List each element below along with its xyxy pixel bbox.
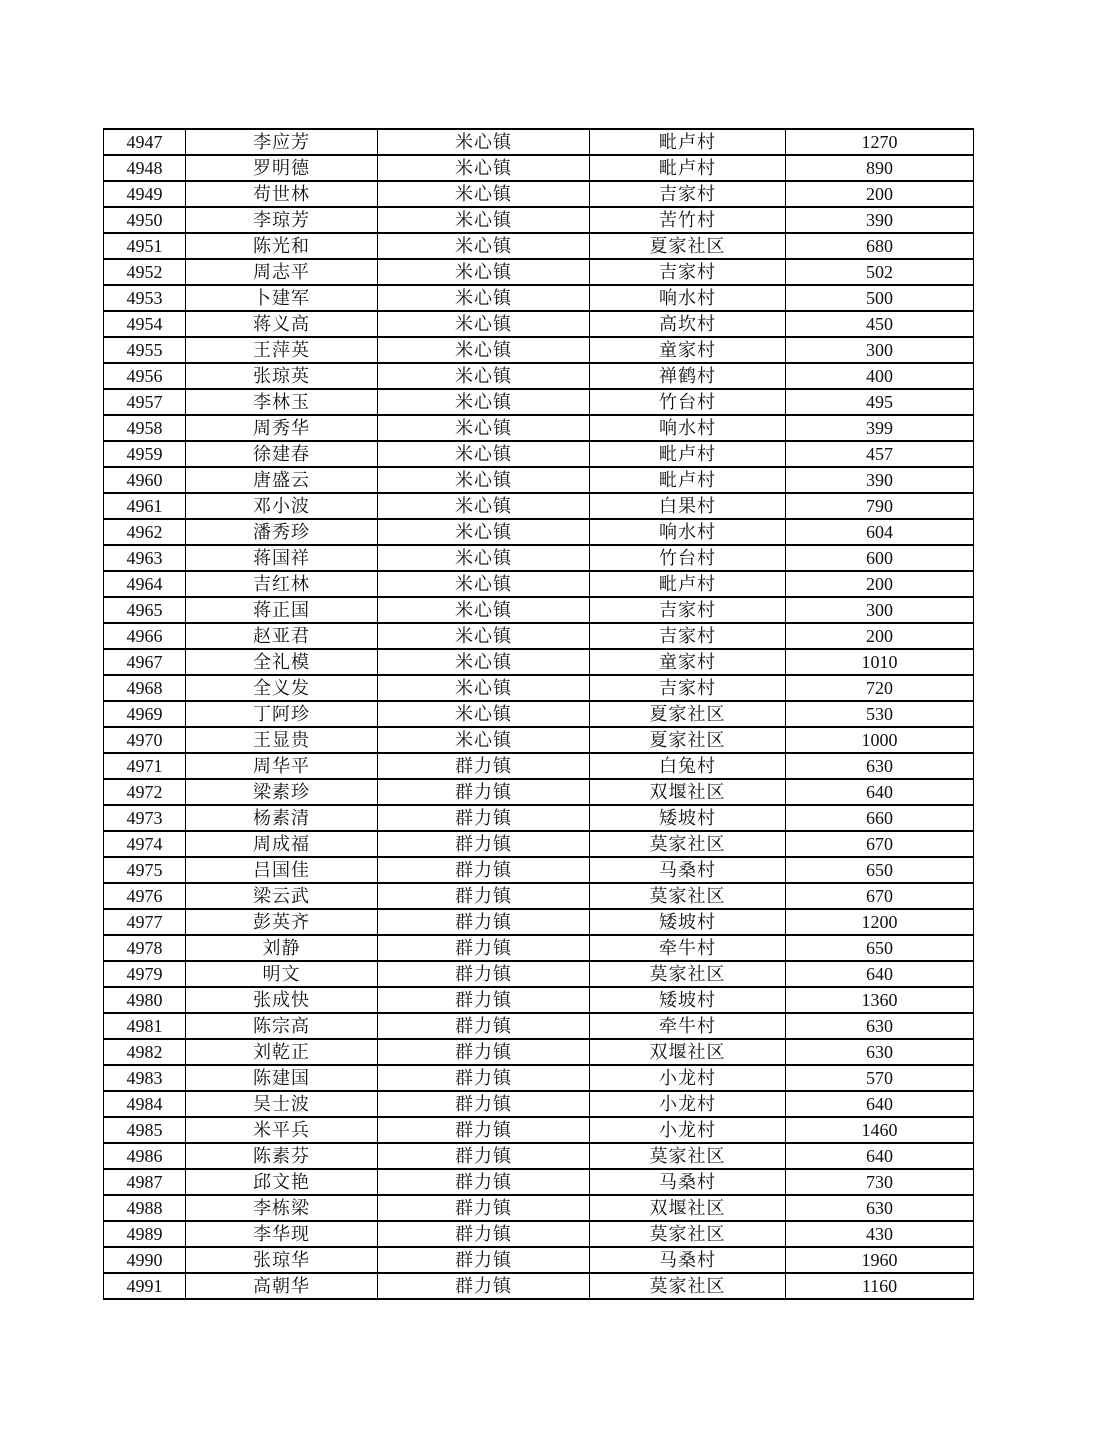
table-row bbox=[104, 467, 974, 493]
table-row bbox=[104, 1169, 974, 1195]
cell-village: 高坎村 bbox=[590, 311, 786, 337]
table-row bbox=[104, 285, 974, 311]
cell-village: 响水村 bbox=[590, 519, 786, 545]
cell-amount: 300 bbox=[786, 337, 974, 363]
cell-name: 周成福 bbox=[186, 831, 378, 857]
table-row bbox=[104, 233, 974, 259]
cell-name: 卜建军 bbox=[186, 285, 378, 311]
cell-name: 高朝华 bbox=[186, 1273, 378, 1299]
cell-town: 群力镇 bbox=[378, 1195, 590, 1221]
cell-name: 徐建春 bbox=[186, 441, 378, 467]
cell-id: 4953 bbox=[104, 285, 186, 311]
cell-id: 4952 bbox=[104, 259, 186, 285]
cell-town: 米心镇 bbox=[378, 727, 590, 753]
cell-amount: 1360 bbox=[786, 987, 974, 1013]
cell-amount: 399 bbox=[786, 415, 974, 441]
cell-name: 赵亚君 bbox=[186, 623, 378, 649]
cell-village: 小龙村 bbox=[590, 1065, 786, 1091]
cell-name: 丁阿珍 bbox=[186, 701, 378, 727]
cell-amount: 670 bbox=[786, 831, 974, 857]
cell-town: 米心镇 bbox=[378, 233, 590, 259]
cell-amount: 200 bbox=[786, 571, 974, 597]
cell-town: 米心镇 bbox=[378, 207, 590, 233]
cell-village: 夏家社区 bbox=[590, 727, 786, 753]
cell-village: 毗卢村 bbox=[590, 467, 786, 493]
cell-village: 莫家社区 bbox=[590, 883, 786, 909]
cell-town: 米心镇 bbox=[378, 623, 590, 649]
table-row bbox=[104, 961, 974, 987]
table-row bbox=[104, 1039, 974, 1065]
records-tbody bbox=[104, 129, 974, 1299]
cell-village: 矮坡村 bbox=[590, 805, 786, 831]
cell-town: 米心镇 bbox=[378, 259, 590, 285]
cell-amount: 670 bbox=[786, 883, 974, 909]
cell-amount: 640 bbox=[786, 1143, 974, 1169]
cell-village: 夏家社区 bbox=[590, 701, 786, 727]
cell-id: 4967 bbox=[104, 649, 186, 675]
table-row bbox=[104, 1091, 974, 1117]
cell-town: 米心镇 bbox=[378, 571, 590, 597]
cell-id: 4954 bbox=[104, 311, 186, 337]
table-row bbox=[104, 1143, 974, 1169]
cell-town: 群力镇 bbox=[378, 1221, 590, 1247]
cell-name: 吴士波 bbox=[186, 1091, 378, 1117]
table-row bbox=[104, 337, 974, 363]
table-row bbox=[104, 363, 974, 389]
cell-amount: 300 bbox=[786, 597, 974, 623]
cell-name: 刘乾正 bbox=[186, 1039, 378, 1065]
cell-name: 周华平 bbox=[186, 753, 378, 779]
table-row bbox=[104, 623, 974, 649]
cell-town: 米心镇 bbox=[378, 441, 590, 467]
cell-amount: 530 bbox=[786, 701, 974, 727]
cell-town: 群力镇 bbox=[378, 1013, 590, 1039]
cell-id: 4974 bbox=[104, 831, 186, 857]
cell-village: 牵牛村 bbox=[590, 1013, 786, 1039]
cell-id: 4956 bbox=[104, 363, 186, 389]
table-row bbox=[104, 935, 974, 961]
table-row bbox=[104, 909, 974, 935]
cell-village: 禅鹤村 bbox=[590, 363, 786, 389]
cell-village: 童家村 bbox=[590, 649, 786, 675]
cell-id: 4976 bbox=[104, 883, 186, 909]
cell-town: 群力镇 bbox=[378, 1143, 590, 1169]
table-row bbox=[104, 1247, 974, 1273]
cell-id: 4968 bbox=[104, 675, 186, 701]
table-row bbox=[104, 1065, 974, 1091]
cell-town: 米心镇 bbox=[378, 129, 590, 155]
cell-id: 4980 bbox=[104, 987, 186, 1013]
cell-amount: 660 bbox=[786, 805, 974, 831]
table-row bbox=[104, 207, 974, 233]
cell-village: 毗卢村 bbox=[590, 155, 786, 181]
cell-id: 4981 bbox=[104, 1013, 186, 1039]
cell-town: 群力镇 bbox=[378, 1247, 590, 1273]
cell-id: 4982 bbox=[104, 1039, 186, 1065]
cell-town: 米心镇 bbox=[378, 415, 590, 441]
table-row bbox=[104, 727, 974, 753]
cell-id: 4991 bbox=[104, 1273, 186, 1299]
table-row bbox=[104, 831, 974, 857]
cell-amount: 630 bbox=[786, 753, 974, 779]
cell-village: 苦竹村 bbox=[590, 207, 786, 233]
table-row bbox=[104, 545, 974, 571]
table-row bbox=[104, 1013, 974, 1039]
cell-village: 马桑村 bbox=[590, 1169, 786, 1195]
cell-name: 蒋国祥 bbox=[186, 545, 378, 571]
cell-id: 4955 bbox=[104, 337, 186, 363]
cell-town: 米心镇 bbox=[378, 155, 590, 181]
cell-id: 4958 bbox=[104, 415, 186, 441]
cell-village: 吉家村 bbox=[590, 181, 786, 207]
cell-village: 小龙村 bbox=[590, 1117, 786, 1143]
cell-town: 群力镇 bbox=[378, 1065, 590, 1091]
cell-village: 吉家村 bbox=[590, 259, 786, 285]
cell-id: 4971 bbox=[104, 753, 186, 779]
cell-village: 矮坡村 bbox=[590, 909, 786, 935]
cell-amount: 650 bbox=[786, 857, 974, 883]
cell-name: 刘静 bbox=[186, 935, 378, 961]
cell-town: 米心镇 bbox=[378, 363, 590, 389]
cell-town: 米心镇 bbox=[378, 519, 590, 545]
records-table bbox=[103, 128, 974, 1300]
cell-amount: 630 bbox=[786, 1195, 974, 1221]
cell-town: 米心镇 bbox=[378, 493, 590, 519]
table-row bbox=[104, 1273, 974, 1299]
cell-amount: 680 bbox=[786, 233, 974, 259]
cell-name: 潘秀珍 bbox=[186, 519, 378, 545]
cell-name: 邓小波 bbox=[186, 493, 378, 519]
cell-amount: 200 bbox=[786, 181, 974, 207]
cell-village: 吉家村 bbox=[590, 597, 786, 623]
cell-town: 米心镇 bbox=[378, 389, 590, 415]
table-row bbox=[104, 675, 974, 701]
cell-name: 吕国佳 bbox=[186, 857, 378, 883]
table-row bbox=[104, 311, 974, 337]
table-row bbox=[104, 415, 974, 441]
table-row bbox=[104, 155, 974, 181]
cell-id: 4959 bbox=[104, 441, 186, 467]
cell-town: 米心镇 bbox=[378, 675, 590, 701]
cell-id: 4989 bbox=[104, 1221, 186, 1247]
cell-id: 4972 bbox=[104, 779, 186, 805]
cell-town: 米心镇 bbox=[378, 701, 590, 727]
cell-id: 4978 bbox=[104, 935, 186, 961]
cell-id: 4950 bbox=[104, 207, 186, 233]
cell-id: 4961 bbox=[104, 493, 186, 519]
cell-amount: 200 bbox=[786, 623, 974, 649]
cell-id: 4984 bbox=[104, 1091, 186, 1117]
cell-name: 全义发 bbox=[186, 675, 378, 701]
cell-town: 群力镇 bbox=[378, 1273, 590, 1299]
cell-name: 罗明德 bbox=[186, 155, 378, 181]
cell-amount: 1160 bbox=[786, 1273, 974, 1299]
cell-name: 吉红林 bbox=[186, 571, 378, 597]
cell-id: 4970 bbox=[104, 727, 186, 753]
cell-town: 米心镇 bbox=[378, 337, 590, 363]
cell-town: 群力镇 bbox=[378, 909, 590, 935]
cell-amount: 1000 bbox=[786, 727, 974, 753]
cell-id: 4983 bbox=[104, 1065, 186, 1091]
cell-name: 彭英齐 bbox=[186, 909, 378, 935]
cell-amount: 450 bbox=[786, 311, 974, 337]
cell-id: 4951 bbox=[104, 233, 186, 259]
table-row bbox=[104, 519, 974, 545]
cell-amount: 495 bbox=[786, 389, 974, 415]
cell-amount: 500 bbox=[786, 285, 974, 311]
cell-town: 群力镇 bbox=[378, 831, 590, 857]
table-row bbox=[104, 857, 974, 883]
cell-amount: 570 bbox=[786, 1065, 974, 1091]
cell-id: 4988 bbox=[104, 1195, 186, 1221]
table-row bbox=[104, 1117, 974, 1143]
cell-id: 4987 bbox=[104, 1169, 186, 1195]
cell-village: 双堰社区 bbox=[590, 779, 786, 805]
table-row bbox=[104, 779, 974, 805]
cell-name: 张琼英 bbox=[186, 363, 378, 389]
cell-id: 4979 bbox=[104, 961, 186, 987]
table-row bbox=[104, 987, 974, 1013]
cell-amount: 430 bbox=[786, 1221, 974, 1247]
cell-amount: 650 bbox=[786, 935, 974, 961]
cell-amount: 390 bbox=[786, 207, 974, 233]
cell-name: 杨素清 bbox=[186, 805, 378, 831]
cell-village: 毗卢村 bbox=[590, 129, 786, 155]
cell-id: 4975 bbox=[104, 857, 186, 883]
cell-id: 4986 bbox=[104, 1143, 186, 1169]
cell-village: 竹台村 bbox=[590, 545, 786, 571]
cell-village: 响水村 bbox=[590, 415, 786, 441]
cell-town: 群力镇 bbox=[378, 1091, 590, 1117]
cell-amount: 1270 bbox=[786, 129, 974, 155]
cell-village: 竹台村 bbox=[590, 389, 786, 415]
cell-name: 李应芳 bbox=[186, 129, 378, 155]
cell-town: 群力镇 bbox=[378, 935, 590, 961]
cell-name: 陈光和 bbox=[186, 233, 378, 259]
cell-name: 陈建国 bbox=[186, 1065, 378, 1091]
cell-amount: 604 bbox=[786, 519, 974, 545]
cell-town: 群力镇 bbox=[378, 1169, 590, 1195]
cell-name: 王显贵 bbox=[186, 727, 378, 753]
cell-name: 周秀华 bbox=[186, 415, 378, 441]
table-row bbox=[104, 571, 974, 597]
cell-amount: 720 bbox=[786, 675, 974, 701]
cell-village: 童家村 bbox=[590, 337, 786, 363]
cell-village: 马桑村 bbox=[590, 1247, 786, 1273]
cell-amount: 1010 bbox=[786, 649, 974, 675]
cell-town: 群力镇 bbox=[378, 961, 590, 987]
table-row bbox=[104, 597, 974, 623]
cell-name: 李琼芳 bbox=[186, 207, 378, 233]
cell-name: 梁素珍 bbox=[186, 779, 378, 805]
cell-amount: 640 bbox=[786, 1091, 974, 1117]
table-row bbox=[104, 805, 974, 831]
cell-name: 米平兵 bbox=[186, 1117, 378, 1143]
cell-amount: 1960 bbox=[786, 1247, 974, 1273]
cell-village: 莫家社区 bbox=[590, 1273, 786, 1299]
cell-amount: 1200 bbox=[786, 909, 974, 935]
cell-name: 全礼模 bbox=[186, 649, 378, 675]
cell-village: 吉家村 bbox=[590, 675, 786, 701]
cell-id: 4964 bbox=[104, 571, 186, 597]
table-row bbox=[104, 701, 974, 727]
cell-amount: 502 bbox=[786, 259, 974, 285]
cell-amount: 790 bbox=[786, 493, 974, 519]
cell-name: 蒋义高 bbox=[186, 311, 378, 337]
cell-village: 吉家村 bbox=[590, 623, 786, 649]
cell-village: 双堰社区 bbox=[590, 1039, 786, 1065]
cell-town: 米心镇 bbox=[378, 285, 590, 311]
cell-id: 4963 bbox=[104, 545, 186, 571]
cell-id: 4965 bbox=[104, 597, 186, 623]
cell-name: 王萍英 bbox=[186, 337, 378, 363]
cell-village: 莫家社区 bbox=[590, 961, 786, 987]
cell-town: 米心镇 bbox=[378, 597, 590, 623]
cell-id: 4948 bbox=[104, 155, 186, 181]
cell-name: 李栋梁 bbox=[186, 1195, 378, 1221]
cell-village: 牵牛村 bbox=[590, 935, 786, 961]
cell-name: 陈素芬 bbox=[186, 1143, 378, 1169]
cell-name: 陈宗高 bbox=[186, 1013, 378, 1039]
table-row bbox=[104, 181, 974, 207]
cell-id: 4962 bbox=[104, 519, 186, 545]
cell-village: 莫家社区 bbox=[590, 1143, 786, 1169]
cell-town: 群力镇 bbox=[378, 1039, 590, 1065]
cell-id: 4969 bbox=[104, 701, 186, 727]
cell-id: 4977 bbox=[104, 909, 186, 935]
cell-village: 响水村 bbox=[590, 285, 786, 311]
cell-village: 夏家社区 bbox=[590, 233, 786, 259]
table-row bbox=[104, 389, 974, 415]
table-row bbox=[104, 441, 974, 467]
cell-name: 梁云武 bbox=[186, 883, 378, 909]
cell-village: 莫家社区 bbox=[590, 1221, 786, 1247]
cell-village: 白兔村 bbox=[590, 753, 786, 779]
cell-town: 群力镇 bbox=[378, 805, 590, 831]
cell-id: 4985 bbox=[104, 1117, 186, 1143]
table-row bbox=[104, 883, 974, 909]
cell-village: 白果村 bbox=[590, 493, 786, 519]
cell-name: 唐盛云 bbox=[186, 467, 378, 493]
cell-town: 群力镇 bbox=[378, 1117, 590, 1143]
cell-amount: 630 bbox=[786, 1039, 974, 1065]
cell-town: 米心镇 bbox=[378, 649, 590, 675]
cell-village: 毗卢村 bbox=[590, 441, 786, 467]
cell-name: 李华现 bbox=[186, 1221, 378, 1247]
cell-amount: 730 bbox=[786, 1169, 974, 1195]
cell-village: 马桑村 bbox=[590, 857, 786, 883]
table-row bbox=[104, 649, 974, 675]
cell-town: 米心镇 bbox=[378, 181, 590, 207]
cell-town: 米心镇 bbox=[378, 467, 590, 493]
table-row bbox=[104, 259, 974, 285]
cell-village: 小龙村 bbox=[590, 1091, 786, 1117]
cell-amount: 457 bbox=[786, 441, 974, 467]
cell-name: 明文 bbox=[186, 961, 378, 987]
table-row bbox=[104, 753, 974, 779]
cell-amount: 890 bbox=[786, 155, 974, 181]
cell-amount: 390 bbox=[786, 467, 974, 493]
cell-amount: 600 bbox=[786, 545, 974, 571]
table-row bbox=[104, 493, 974, 519]
cell-id: 4990 bbox=[104, 1247, 186, 1273]
cell-town: 群力镇 bbox=[378, 779, 590, 805]
cell-amount: 640 bbox=[786, 961, 974, 987]
table-row bbox=[104, 1195, 974, 1221]
cell-amount: 630 bbox=[786, 1013, 974, 1039]
cell-town: 群力镇 bbox=[378, 883, 590, 909]
cell-town: 群力镇 bbox=[378, 857, 590, 883]
cell-name: 邱文艳 bbox=[186, 1169, 378, 1195]
cell-village: 毗卢村 bbox=[590, 571, 786, 597]
cell-id: 4957 bbox=[104, 389, 186, 415]
cell-village: 莫家社区 bbox=[590, 831, 786, 857]
cell-amount: 1460 bbox=[786, 1117, 974, 1143]
cell-id: 4966 bbox=[104, 623, 186, 649]
cell-name: 张成快 bbox=[186, 987, 378, 1013]
cell-name: 李林玉 bbox=[186, 389, 378, 415]
cell-name: 张琼华 bbox=[186, 1247, 378, 1273]
cell-name: 苟世林 bbox=[186, 181, 378, 207]
cell-village: 矮坡村 bbox=[590, 987, 786, 1013]
cell-amount: 400 bbox=[786, 363, 974, 389]
cell-amount: 640 bbox=[786, 779, 974, 805]
cell-id: 4949 bbox=[104, 181, 186, 207]
cell-town: 米心镇 bbox=[378, 545, 590, 571]
cell-village: 双堰社区 bbox=[590, 1195, 786, 1221]
cell-id: 4947 bbox=[104, 129, 186, 155]
table-row bbox=[104, 129, 974, 155]
cell-id: 4960 bbox=[104, 467, 186, 493]
cell-town: 群力镇 bbox=[378, 753, 590, 779]
cell-id: 4973 bbox=[104, 805, 186, 831]
cell-town: 米心镇 bbox=[378, 311, 590, 337]
cell-town: 群力镇 bbox=[378, 987, 590, 1013]
cell-name: 蒋正国 bbox=[186, 597, 378, 623]
table-row bbox=[104, 1221, 974, 1247]
cell-name: 周志平 bbox=[186, 259, 378, 285]
